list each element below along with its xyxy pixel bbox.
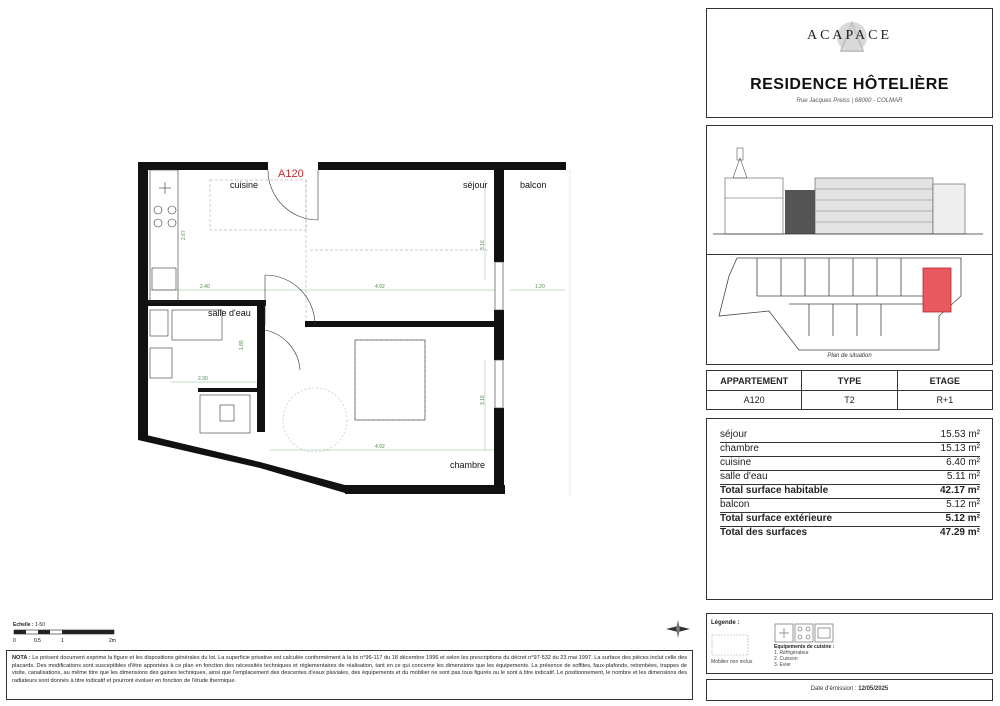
building-elevation	[713, 138, 983, 248]
room-label-cuisine: cuisine	[230, 180, 259, 190]
surface-row: cuisine 6.40 m²	[720, 457, 980, 471]
dimension-label: 2.40	[200, 284, 210, 290]
floor-plan	[110, 150, 590, 510]
surface-total-row: Total surface habitable 42.17 m²	[720, 485, 980, 499]
nota-body: Le présent document exprime la figure et les dispositions générales du lot. La superficie privative est calculée conformément à la loi n°96-117 du 18 décembre 1996 et selon les prescriptions du décret n°97-532 du 23 mai 1997. La surface des pièces inclut celle des placards. Des modifications sont susceptibles d'être apportées à ce plan en fonction des nécessités techniques et réglementaires de réalisation, tant en ce qui concerne les dimensions que les équipements. La présence de soffites, faux-plafonds, retombées, trappes de visite, canalisations, au même titre que les dimensions des gaines techniques, ainsi que l'emplacement des descentes d'eaux pluviales, des équipements et du mobilier ne sont pas tous figurés ou le sont à titre indicatif. Le positionnement, le nombre et les dimensions des radiateurs sont donnés à titre indicatif et pourront évoluer en fonction de l'étude thermique.	[12, 655, 688, 684]
furniture-legend-label: Mobilier non inclus	[711, 659, 753, 665]
scale-tick: 0	[13, 638, 16, 644]
room-label-balcon: balcon	[520, 180, 547, 190]
room-label-chambre: chambre	[450, 460, 486, 470]
surface-total-row: Total surface extérieure 5.12 m²	[720, 513, 980, 527]
surface-row: balcon 5.12 m²	[720, 499, 980, 513]
floor-key-plan	[709, 256, 989, 356]
dimension-label: 1.20	[535, 284, 545, 290]
scale-tick: 1	[61, 638, 64, 644]
kitchen-item: 2. Cuisson	[774, 656, 798, 662]
header-type: TYPE	[802, 371, 897, 391]
legend-box	[706, 613, 993, 674]
scale-label: Echelle :	[13, 622, 34, 628]
logo-box	[706, 8, 993, 66]
surface-box	[706, 418, 993, 600]
dimension-label: 4.92	[375, 444, 385, 450]
address: Rue Jacques Preiss | 68000 - COLMAR	[796, 98, 903, 104]
kitchen-legend-icon	[774, 622, 836, 644]
scale-bar	[13, 628, 123, 646]
kitchen-item: 1. Réfrigérateur	[774, 650, 809, 656]
logo-text: ACAPACE	[806, 28, 893, 43]
dimension-label: 2.30	[198, 376, 208, 382]
issue-date	[707, 686, 992, 692]
room-label-sejour: séjour	[463, 180, 488, 190]
room-label-salle-eau: salle d'eau	[208, 308, 251, 318]
nota-text	[12, 655, 687, 685]
apartment-info-table	[706, 370, 993, 410]
apartment-code: A120	[278, 168, 304, 180]
surface-row: chambre 15.13 m²	[720, 443, 980, 457]
surface-row: salle d'eau 5.11 m²	[720, 471, 980, 485]
kitchen-legend-title: Equipements de cuisine :	[774, 644, 835, 650]
dimension-label: 1.85	[239, 340, 245, 350]
north-arrow-icon	[664, 618, 692, 640]
title-box	[706, 65, 993, 118]
nota-box	[6, 650, 693, 700]
surface-row: séjour 15.53 m²	[720, 429, 980, 443]
header-etage: ETAGE	[897, 371, 992, 391]
value-appartement: A120	[707, 391, 802, 410]
kitchen-item: 3. Evier	[774, 662, 791, 668]
situation-box	[706, 125, 993, 365]
scale-tick: 0.5	[34, 638, 41, 644]
furniture-legend-icon	[711, 631, 751, 661]
date-label: Date d'émission :	[810, 686, 857, 692]
surface-grand-total-row: Total des surfaces 47.29 m²	[720, 527, 980, 538]
dimension-label: 3.16	[480, 395, 486, 405]
scale-tick: 2m	[109, 638, 116, 644]
date-value: 12/05/2025	[858, 686, 889, 692]
header-appartement: APPARTEMENT	[707, 371, 802, 391]
scale-value: 1-50	[34, 622, 45, 628]
dimension-label: 3.16	[480, 240, 486, 250]
value-etage: R+1	[897, 391, 992, 410]
dimension-label: 2.67	[181, 230, 187, 240]
date-box	[706, 679, 993, 701]
dimension-label: 4.92	[375, 284, 385, 290]
value-type: T2	[802, 391, 897, 410]
document-title: RESIDENCE HÔTELIÈRE	[750, 76, 949, 93]
nota-label: NOTA :	[12, 655, 31, 661]
situation-caption: Plan de situation	[827, 353, 872, 359]
legend-title: Légende :	[711, 620, 740, 626]
